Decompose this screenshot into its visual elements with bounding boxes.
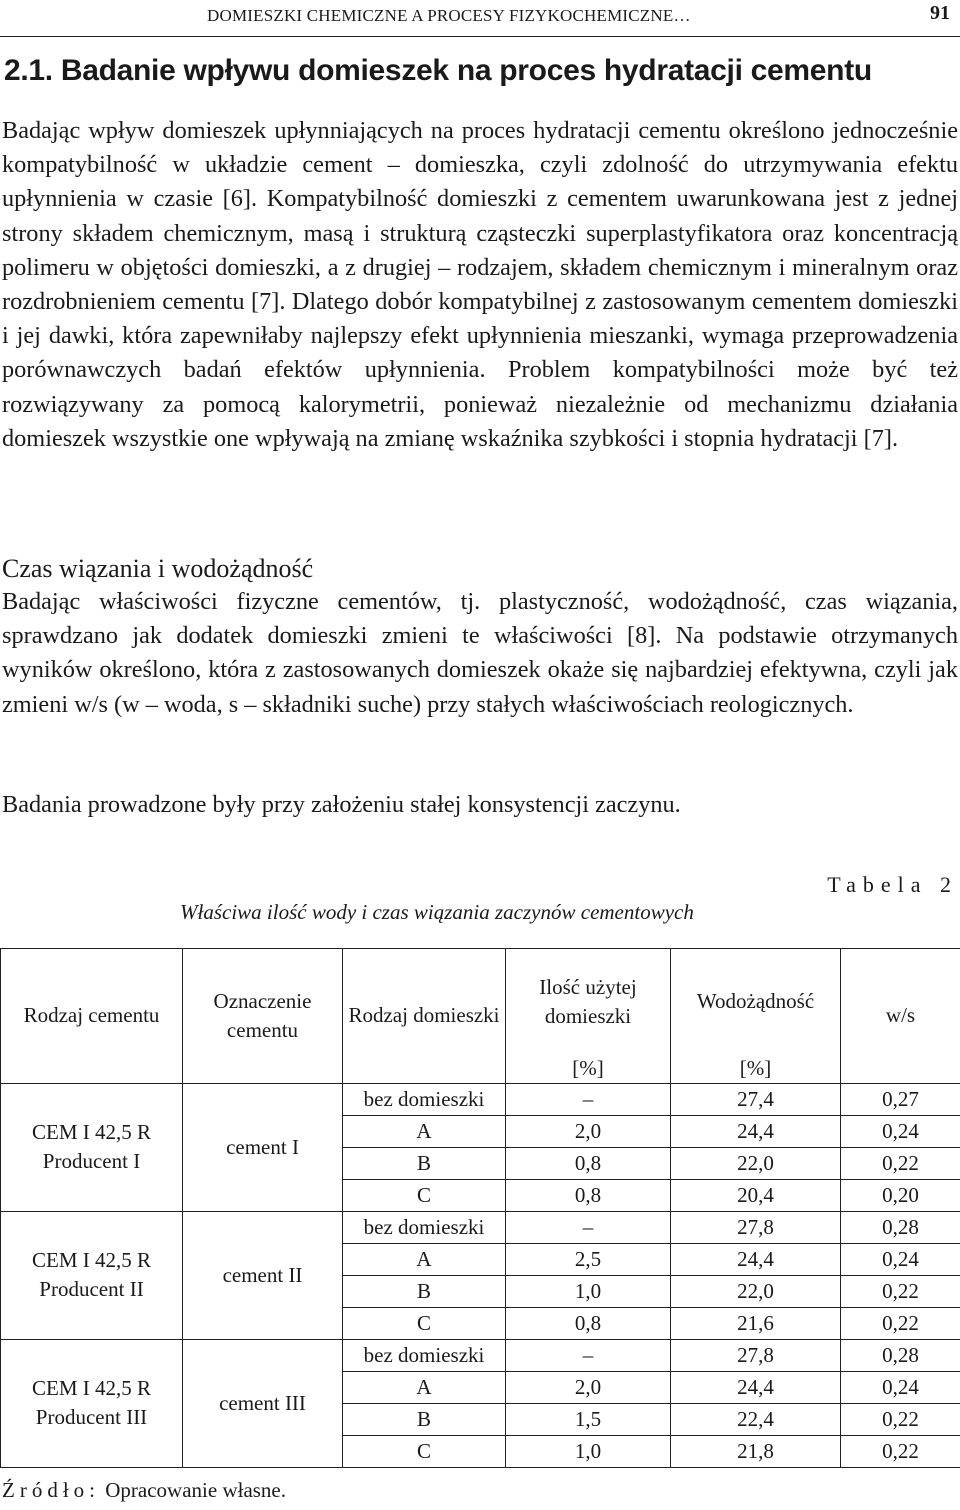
cell-cement-type (1, 1211, 183, 1339)
cell-water-demand: 22,0 (671, 1147, 841, 1179)
results-table (0, 948, 960, 1468)
cell-admixture: C (343, 1435, 506, 1467)
cell-admixture: bez domieszki (343, 1083, 506, 1115)
cement-type-line: CEM I 42,5 R (31, 1120, 151, 1144)
paragraph-physical-properties: Badając właściwości fizyczne cementów, tj. plastyczność, wodożądność, czas wiązania, sprawdzano jak dodatek domieszki zmieni te właściwości [8]. Na podstawie otrzymanych wyników określono, która z zastosowanych domieszek okaże się najbardziej efektywna, czyli jak zmieni w/s (w – woda, s – składniki suche) przy stałych właściwościach reologicznych. (2, 588, 958, 718)
cement-type-line: CEM I 42,5 R (31, 1248, 151, 1272)
header-admixture-amount: Ilość użytej domieszki (506, 949, 671, 1055)
cell-ws: 0,22 (841, 1435, 960, 1467)
cell-admixture: C (343, 1179, 506, 1211)
cell-water-demand: 27,4 (671, 1083, 841, 1115)
cell-amount: – (506, 1083, 671, 1115)
cell-ws: 0,24 (841, 1115, 960, 1147)
cell-admixture: B (343, 1275, 506, 1307)
cell-admixture: A (343, 1371, 506, 1403)
cell-amount: – (506, 1339, 671, 1371)
cell-admixture: B (343, 1147, 506, 1179)
cell-water-demand: 27,8 (671, 1211, 841, 1243)
unit-water-demand: [%] (671, 1055, 841, 1084)
page-header (0, 0, 960, 37)
cell-amount: 2,0 (506, 1115, 671, 1147)
cell-ws: 0,24 (841, 1371, 960, 1403)
header-water-demand: Wodożądność (671, 949, 841, 1055)
table-row (1, 1211, 960, 1243)
table-header-row (1, 949, 960, 1055)
cell-amount: 2,5 (506, 1243, 671, 1275)
cell-admixture: A (343, 1243, 506, 1275)
cell-water-demand: 24,4 (671, 1243, 841, 1275)
cell-water-demand: 20,4 (671, 1179, 841, 1211)
cell-ws: 0,20 (841, 1179, 960, 1211)
running-title: DOMIESZKI CHEMICZNE A PROCESY FIZYKOCHEMICZNE… (207, 6, 691, 25)
cell-admixture: B (343, 1403, 506, 1435)
source-text: Opracowanie własne. (105, 1478, 287, 1502)
cell-amount: 1,5 (506, 1403, 671, 1435)
cell-admixture: A (343, 1115, 506, 1147)
cell-ws: 0,22 (841, 1275, 960, 1307)
subsection-title: Czas wiązania i wodożądność (2, 554, 314, 583)
cement-producent-line: Producent III (35, 1405, 148, 1429)
section-title: 2.1. Badanie wpływu domieszek na proces hydratacji cementu (4, 54, 872, 87)
cell-amount: 0,8 (506, 1307, 671, 1339)
cell-ws: 0,22 (841, 1403, 960, 1435)
table-row (1, 1339, 960, 1371)
cell-ws: 0,28 (841, 1339, 960, 1371)
cell-amount: – (506, 1211, 671, 1243)
header-admixture-type: Rodzaj domieszki (343, 949, 506, 1084)
cell-amount: 0,8 (506, 1179, 671, 1211)
paragraph-compatibility: Badając wpływ domieszek upłynniających na proces hydratacji cementu określono jednocześnie kompatybilność w układzie cement – domieszka, czyli zdolność do utrzymywania efektu upłynnienia w czasie [6]. Kompatybilność domieszki z cementem uwarunkowana jest z jednej strony składem chemicznym, masą i strukturą cząsteczki superplastyfikatora oraz koncentracją polimeru w objętości domieszki, a z drugiej – rodzajem, składem chemicznym i mineralnym oraz rozdrobnieniem cementu [7]. Dlatego dobór kompatybilnej z zastosowanym cementem domieszki i jej dawki, która zapewniłaby najlepszy efekt upłynnienia mieszanki, wymaga przeprowadzenia porównawczych badań efektów upłynnienia. Problem kompatybilności może być też rozwiązywany za pomocą kalorymetrii, ponieważ niezależnie od mechanizmu działania domieszek wszystkie one wpływają na zmianę wskaźnika szybkości i stopnia hydratacji [7]. (2, 117, 958, 452)
cell-cement-designation: cement II (183, 1211, 343, 1339)
cell-cement-designation: cement I (183, 1083, 343, 1211)
header-cement-type: Rodzaj cementu (1, 949, 183, 1084)
cell-amount: 2,0 (506, 1371, 671, 1403)
cell-cement-designation: cement III (183, 1339, 343, 1467)
cell-water-demand: 21,6 (671, 1307, 841, 1339)
cell-water-demand: 24,4 (671, 1371, 841, 1403)
cell-cement-type (1, 1339, 183, 1467)
cell-amount: 1,0 (506, 1275, 671, 1307)
table-source (2, 1478, 286, 1503)
page-number: 91 (930, 2, 950, 24)
cell-admixture: bez domieszki (343, 1211, 506, 1243)
cell-ws: 0,22 (841, 1307, 960, 1339)
cell-water-demand: 27,8 (671, 1339, 841, 1371)
cell-amount: 1,0 (506, 1435, 671, 1467)
cell-ws: 0,22 (841, 1147, 960, 1179)
cell-ws: 0,24 (841, 1243, 960, 1275)
paragraph-consistency: Badania prowadzone były przy założeniu stałej konsystencji zaczynu. (2, 791, 681, 818)
cement-producent-line: Producent II (39, 1277, 144, 1301)
cell-ws: 0,28 (841, 1211, 960, 1243)
unit-admixture-amount: [%] (506, 1055, 671, 1084)
cement-producent-line: Producent I (42, 1149, 141, 1173)
cell-water-demand: 21,8 (671, 1435, 841, 1467)
cell-admixture: C (343, 1307, 506, 1339)
cement-type-line: CEM I 42,5 R (31, 1376, 151, 1400)
cell-ws: 0,27 (841, 1083, 960, 1115)
cell-amount: 0,8 (506, 1147, 671, 1179)
cell-admixture: bez domieszki (343, 1339, 506, 1371)
table-caption: Właściwa ilość wody i czas wiązania zaczynów cementowych (180, 900, 694, 924)
table-label: Tabela 2 (827, 872, 958, 897)
cell-water-demand: 24,4 (671, 1115, 841, 1147)
header-ws: w/s (841, 949, 960, 1084)
source-label: Źródło: (2, 1478, 100, 1502)
table-row (1, 1083, 960, 1115)
cell-water-demand: 22,4 (671, 1403, 841, 1435)
header-cement-designation: Oznaczenie cementu (183, 949, 343, 1084)
cell-cement-type (1, 1083, 183, 1211)
cell-water-demand: 22,0 (671, 1275, 841, 1307)
